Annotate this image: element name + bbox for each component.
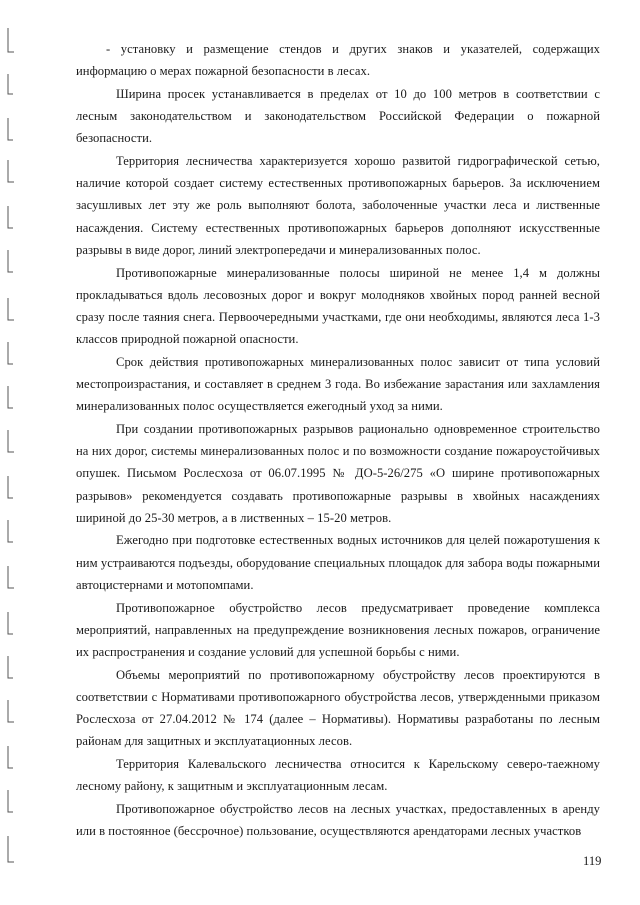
paragraph: - установку и размещение стендов и других знаков и указателей, содержащих информацию о мерах пожарной безопасности в лесах. bbox=[76, 42, 600, 79]
binding-margin-marks bbox=[0, 0, 30, 905]
paragraph: Срок действия противопожарных минерализованных полос зависит от типа условий местопроизрастания, и составляет в среднем 3 года. Во избежание зарастания или захламления минерализованных полос осуществляется ежегодный уход за ними. bbox=[76, 354, 600, 414]
paragraph: Противопожарные минерализованные полосы шириной не менее 1,4 м должны прокладываться вдоль лесовозных дорог и вокруг молодняков хвойных пород ранней весной сразу после таяния снега. Первоочередными участками, где они необходимы, являются леса 1-3 классов природной пожарной опасности. bbox=[76, 265, 600, 347]
body-text bbox=[76, 38, 600, 843]
paragraph: Объемы мероприятий по противопожарному обустройству лесов проектируются в соответствии с Нормативами противопожарного обустройства лесов, утвержденными приказом Рослесхоза от 27.04.2012 № 174 (далее – Нормативы). Нормативы разработаны по лесным районам для защитных и эксплуатационных лесов. bbox=[76, 667, 600, 749]
paragraph: Ширина просек устанавливается в пределах от 10 до 100 метров в соответствии с лесным законодательством и законодательством Российской Федерации о пожарной безопасности. bbox=[76, 86, 600, 146]
paragraph: Территория лесничества характеризуется хорошо развитой гидрографической сетью, наличие которой создает систему естественных противопожарных барьеров. За исключением засушливых лет эту же роль выполняют болота, заболоченные участки леса и лиственные насаждения. Систему естественных противопожарных барьеров дополняют искусственные разрывы в виде дорог, линий электропередачи и минерализованных полос. bbox=[76, 154, 600, 257]
page-number: 119 bbox=[583, 854, 602, 868]
paragraph: Противопожарное обустройство лесов на лесных участках, предоставленных в аренду или в постоянное (бессрочное) пользование, осуществляются арендаторами лесных участков bbox=[76, 801, 600, 839]
paragraph: При создании противопожарных разрывов рационально одновременное строительство на них дорог, системы минерализованных полос и по возможности создание пожароустойчивых опушек. Письмом Рослесхоза от 06.07.1995 № ДО-5-26/275 «О ширине противопожарных разрывов» рекомендуется создавать противопожарные разрывы в хвойных насаждениях шириной до 25-30 метров, а в лиственных – 15-20 метров. bbox=[76, 421, 600, 525]
paragraph: Ежегодно при подготовке естественных водных источников для целей пожаротушения к ним устраиваются подъезды, оборудование специальных площадок для забора воды пожарными автоцистернами и мотопомпами. bbox=[76, 533, 600, 592]
paragraph: Противопожарное обустройство лесов предусматривает проведение комплекса мероприятий, направленных на предупреждение возникновения лесных пожаров, ограничение их распространения и создание условий для успешной борьбы с ними. bbox=[76, 600, 600, 659]
paragraph: Территория Калевальского лесничества относится к Карельскому северо-таежному лесному району, к защитным и эксплуатационным лесам. bbox=[76, 757, 600, 794]
